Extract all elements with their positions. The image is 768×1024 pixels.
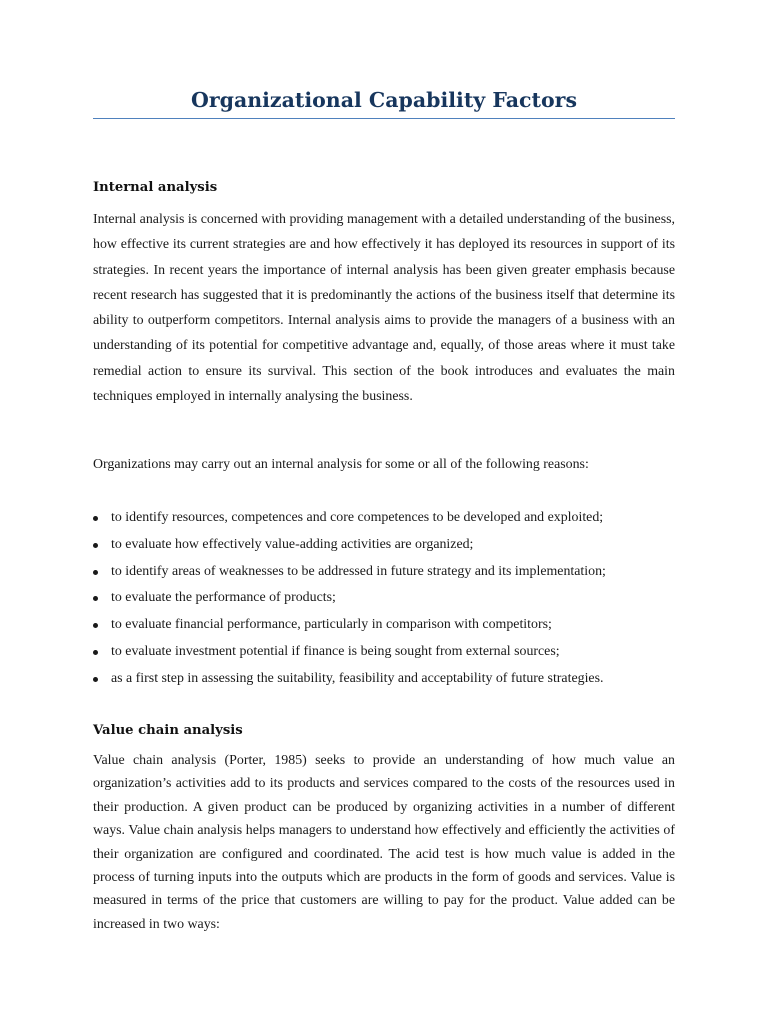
list-item — [93, 559, 675, 586]
section-heading-value-chain-analysis: Value chain analysis — [93, 723, 243, 738]
reasons-list — [93, 505, 675, 693]
list-item-text: to identify resources, competences and core competences to be developed and exploited; — [111, 510, 604, 525]
document-title: Organizational Capability Factors — [190, 88, 578, 112]
list-item-text: to evaluate financial performance, particularly in comparison with competitors; — [111, 617, 552, 633]
bullet-icon — [93, 650, 98, 655]
list-item-text: to identify areas of weaknesses to be addressed in future strategy and its implementation; — [111, 563, 606, 579]
internal-analysis-paragraph: Internal analysis is concerned with providing management with a detailed understanding of the business, how effective its current strategies are and how effectively it has deployed its resources in support of its strategies. In recent years the importance of internal analysis has been given greater emphasis because recent research has suggested that it is predominantly the actions of the business itself that determine its ability to outperform competitors. Internal analysis aims to provide the managers of a business with an understanding of its potential for competitive advantage and, equally, of those areas where it must take remedial action to ensure its survival. This section of the book introduces and evaluates the main techniques employed in internally analysing the business. — [93, 212, 675, 405]
bullet-icon — [93, 570, 98, 575]
list-item-text: to evaluate the performance of products; — [111, 590, 336, 606]
bullet-icon — [93, 623, 98, 628]
list-item — [93, 532, 675, 559]
list-item — [93, 612, 675, 639]
section-heading-internal-analysis: Internal analysis — [93, 180, 218, 195]
list-item — [93, 639, 675, 666]
list-item — [93, 666, 675, 693]
list-item — [93, 505, 675, 532]
list-item-text: as a first step in assessing the suitability, feasibility and acceptability of future strategies. — [111, 670, 604, 686]
list-item-text: to evaluate investment potential if finance is being sought from external sources; — [111, 643, 560, 659]
list-item — [93, 585, 675, 612]
bullet-icon — [93, 596, 98, 601]
bullet-icon — [93, 516, 98, 521]
list-item-text: to evaluate how effectively value-adding activities are organized; — [111, 536, 474, 552]
title-underline — [93, 118, 675, 119]
bullet-icon — [93, 543, 98, 548]
reasons-lead-in: Organizations may carry out an internal analysis for some or all of the following reasons: — [93, 457, 589, 472]
bullet-icon — [93, 677, 98, 682]
value-chain-paragraph: Value chain analysis (Porter, 1985) seeks to provide an understanding of how much value an organization’s activities add to its products and services compared to the costs of the resources used in their production. A given product can be produced by organizing activities in a number of different ways. Value chain analysis helps managers to understand how effectively and efficiently the activities of their organization are configured and coordinated. The acid test is how much value is added in the process of turning inputs into the outputs which are products in the form of goods and services. Value is measured in terms of the price that customers are willing to pay for the product. Value added can be increased in two ways: — [93, 753, 675, 932]
